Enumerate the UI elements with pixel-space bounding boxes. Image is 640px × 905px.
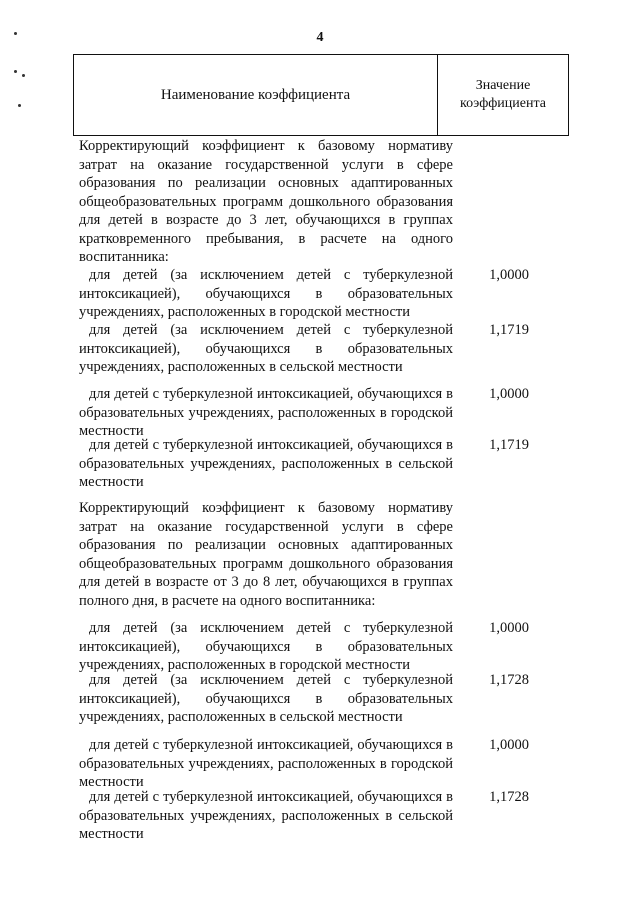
row-description: для детей с туберкулезной интоксикацией, обучающихся в образовательных учреждениях, расположенных в городской местности (79, 386, 453, 439)
section-1-row-1 (79, 266, 559, 322)
scan-speck (18, 104, 21, 107)
scan-speck (22, 74, 25, 77)
header-name-column: Наименование коэффициента (74, 55, 438, 135)
table-row (79, 321, 559, 377)
row-description: для детей (за исключением детей с туберкулезной интоксикацией), обучающихся в образовательных учреждениях, расположенных в сельской местности (79, 672, 453, 725)
table-row (79, 436, 559, 492)
section-intro: Корректирующий коэффициент к базовому нормативу затрат на оказание государственной услуги в сфере образования по реализации основных адаптированных общеобразовательных программ дошкольного образования для детей в возрасте от 3 до 8 лет, обучающихся в группах полного дня, в расчете на одного воспитанника: (79, 500, 453, 609)
scan-speck (14, 70, 17, 73)
row-value: 1,1728 (489, 672, 529, 688)
table-row (79, 736, 559, 792)
section-2-row-2 (79, 671, 559, 727)
row-description: для детей с туберкулезной интоксикацией, обучающихся в образовательных учреждениях, расположенных в сельской местности (79, 437, 453, 490)
scan-speck (14, 32, 17, 35)
section-2-intro-block (79, 499, 559, 610)
row-description: для детей (за исключением детей с туберкулезной интоксикацией), обучающихся в образовательных учреждениях, расположенных в городской местности (79, 620, 453, 673)
row-value: 1,1728 (489, 789, 529, 805)
section-2-row-3 (79, 736, 559, 792)
row-value: 1,0000 (489, 267, 529, 283)
row-description: для детей с туберкулезной интоксикацией, обучающихся в образовательных учреждениях, расположенных в городской местности (79, 737, 453, 790)
row-description: для детей (за исключением детей с туберкулезной интоксикацией), обучающихся в образовательных учреждениях, расположенных в городской местности (79, 267, 453, 320)
table-row (79, 266, 559, 322)
row-description: для детей (за исключением детей с туберкулезной интоксикацией), обучающихся в образовательных учреждениях, расположенных в сельской местности (79, 322, 453, 375)
row-value: 1,0000 (489, 386, 529, 402)
table-row (79, 671, 559, 727)
row-description: для детей с туберкулезной интоксикацией, обучающихся в образовательных учреждениях, расположенных в сельской местности (79, 789, 453, 842)
table-row (79, 788, 559, 844)
section-1-row-3 (79, 385, 559, 441)
table-header (73, 54, 569, 136)
section-1-row-4 (79, 436, 559, 492)
table-row (79, 385, 559, 441)
row-value: 1,0000 (489, 620, 529, 636)
section-1-row-2 (79, 321, 559, 377)
section-1-intro-block (79, 137, 559, 267)
page-number: 4 (316, 30, 324, 45)
row-value: 1,0000 (489, 737, 529, 753)
section-2-row-1 (79, 619, 559, 675)
row-value: 1,1719 (489, 437, 529, 453)
header-value-column: Значение коэффициента (460, 78, 546, 111)
section-intro: Корректирующий коэффициент к базовому нормативу затрат на оказание государственной услуги в сфере образования по реализации основных адаптированных общеобразовательных программ дошкольного образования для детей в возрасте до 3 лет, обучающихся в группах кратковременного пребывания, в расчете на одного воспитанника: (79, 138, 453, 265)
section-2-row-4 (79, 788, 559, 844)
row-value: 1,1719 (489, 322, 529, 338)
table-row (79, 619, 559, 675)
